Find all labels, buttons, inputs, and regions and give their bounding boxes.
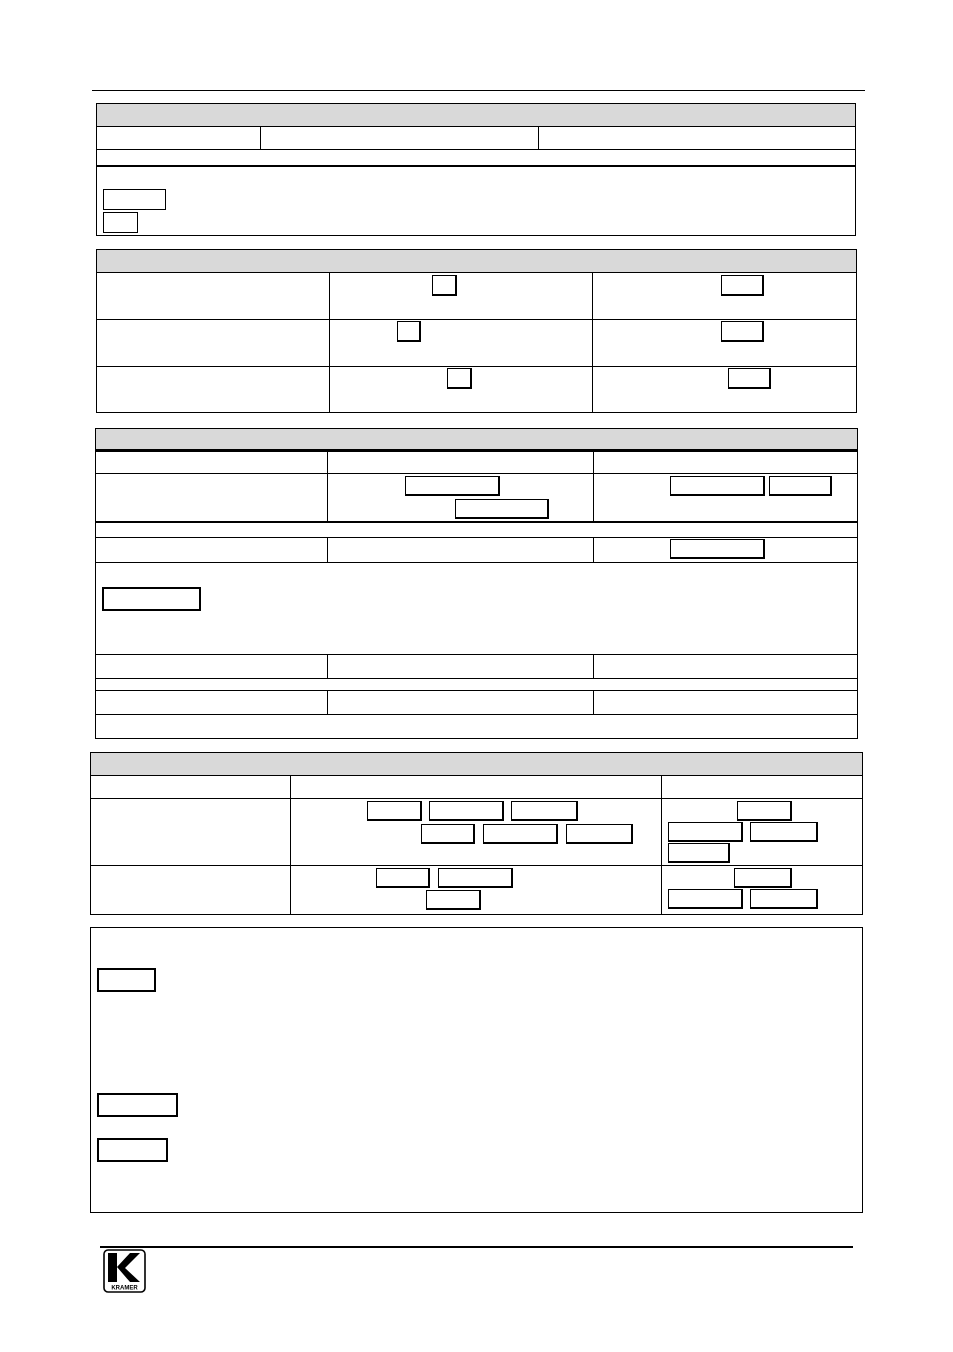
table-3-row-line — [95, 537, 858, 538]
kramer-logo-text: KRAMER — [111, 1285, 138, 1292]
table-4-key-button — [668, 889, 743, 909]
table-2-col-line — [592, 273, 593, 413]
table-4-header — [90, 752, 863, 776]
table-3-col-line — [593, 654, 594, 678]
table-1-row-line — [96, 165, 856, 167]
table-2-key-button — [432, 275, 457, 296]
table-3-key-button — [769, 476, 832, 496]
table-4-key-button — [421, 824, 475, 844]
table-4-key-button — [367, 801, 422, 821]
table-4-col-line — [661, 776, 662, 915]
footer-rule — [100, 1246, 853, 1248]
table-4-key-button — [668, 822, 743, 842]
table-3-key-button — [405, 476, 500, 496]
table-4-key-button — [376, 868, 430, 888]
table-2-header — [96, 249, 857, 273]
table-3-col-line — [327, 537, 328, 562]
kramer-k-icon — [103, 1249, 146, 1293]
table-3-header — [95, 428, 858, 450]
table-3-row-line — [95, 521, 858, 523]
table-4-key-button — [737, 801, 792, 821]
table-2-key-button — [397, 321, 421, 342]
page-header-rule — [92, 90, 865, 91]
table-3-col-line — [593, 537, 594, 562]
note-box-frame — [90, 927, 863, 1213]
kramer-logo — [103, 1249, 146, 1293]
table-2-key-button — [721, 321, 764, 342]
note-key-button — [97, 1093, 178, 1117]
table-1-col-line — [260, 127, 261, 149]
table-4-key-button — [483, 824, 558, 844]
table-4-key-button — [566, 824, 633, 844]
table-1-key-button — [103, 189, 166, 210]
table-2-key-button — [728, 368, 771, 389]
table-1-key-button — [103, 212, 138, 233]
table-3-row-line — [95, 450, 858, 452]
table-3-key-button — [670, 476, 765, 496]
table-3-col-line — [593, 451, 594, 522]
table-3-col-line — [327, 654, 328, 678]
table-4-key-button — [734, 868, 792, 888]
table-2-key-button — [447, 368, 472, 389]
table-2-row-line — [96, 319, 857, 320]
table-4-row-line — [90, 798, 863, 799]
note-key-button — [97, 1138, 168, 1162]
table-3-row-line — [95, 562, 858, 563]
table-3-key-button — [670, 539, 765, 559]
table-1-row-line — [96, 149, 856, 150]
table-4-row-line — [90, 865, 863, 866]
table-2-col-line — [329, 273, 330, 413]
table-4-key-button — [750, 889, 818, 909]
table-4-key-button — [750, 822, 818, 842]
table-3-row-line — [95, 678, 858, 679]
table-3-row-line — [95, 473, 858, 474]
table-3-key-button — [455, 499, 549, 519]
table-3-row-line — [95, 654, 858, 655]
table-4-key-button — [426, 890, 481, 910]
table-4-key-button — [668, 843, 730, 863]
table-3-key-button — [102, 587, 201, 611]
note-key-button — [97, 968, 156, 992]
table-1-col-line — [538, 127, 539, 149]
table-3-col-line — [327, 690, 328, 714]
table-2-key-button — [721, 275, 764, 296]
table-3-col-line — [593, 690, 594, 714]
table-2-row-line — [96, 366, 857, 367]
table-3-row-line — [95, 690, 858, 691]
table-4-key-button — [511, 801, 578, 821]
table-4-col-line — [290, 776, 291, 915]
table-3-frame — [95, 428, 858, 739]
table-1-header — [96, 103, 856, 127]
table-4-key-button — [438, 868, 513, 888]
table-3-row-line — [95, 714, 858, 715]
table-3-col-line — [327, 451, 328, 522]
table-4-key-button — [429, 801, 504, 821]
